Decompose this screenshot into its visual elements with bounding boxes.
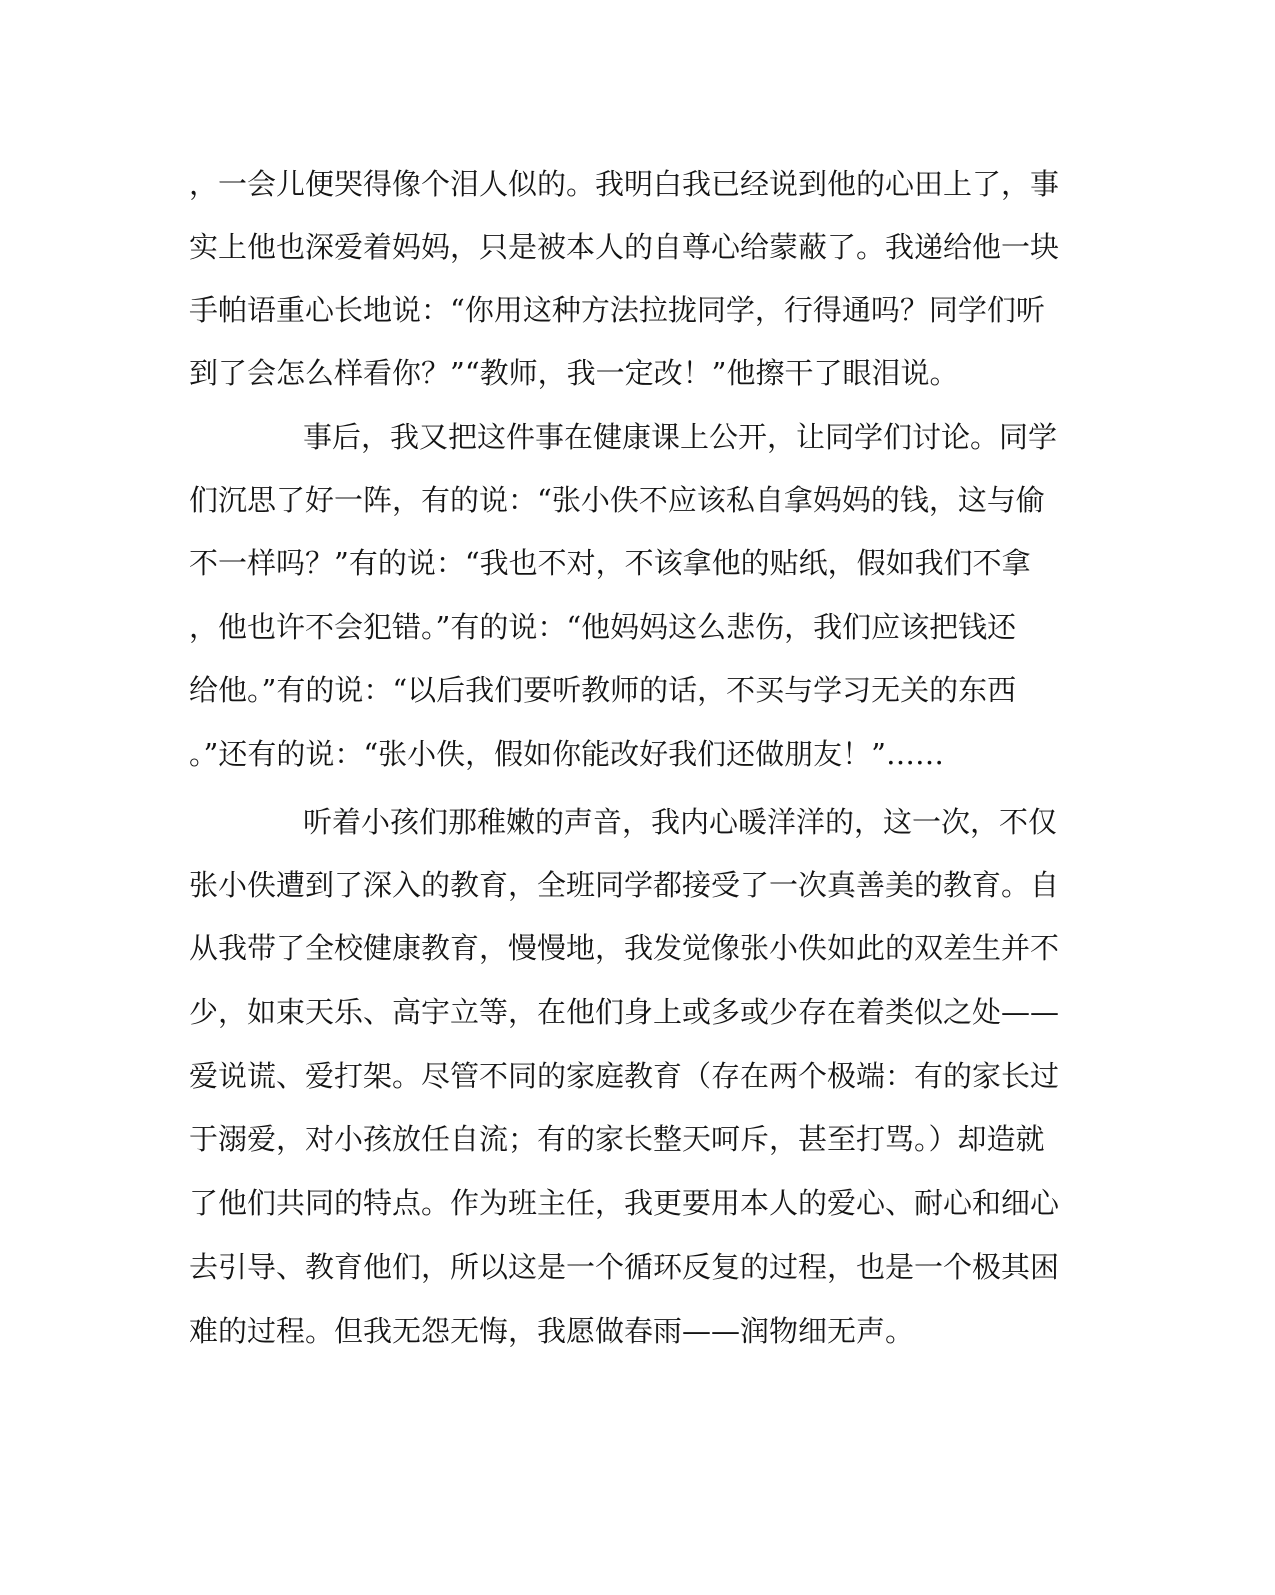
paragraph-first-line: 听着小孩们那稚嫩的声音，我内心暖洋洋的，这一次，不仅 [303, 805, 1058, 839]
paragraph-first-line: 事后，我又把这件事在健康课上公开，让同学们讨论。同学 [303, 420, 1058, 454]
text-line: 难的过程。但我无怨无悔，我愿做春雨——润物细无声。 [189, 1314, 915, 1348]
text-line: 去引导、教育他们，所以这是一个循环反复的过程，也是一个极其困 [189, 1250, 1060, 1284]
text-line: 少，如束天乐、高宇立等，在他们身上或多或少存在着类似之处—— [189, 995, 1060, 1029]
text-line: 手帕语重心长地说：“你用这种方法拉拢同学，行得通吗？同学们听 [189, 293, 1045, 327]
text-line: 于溺爱，对小孩放任自流；有的家长整天呵斥，甚至打骂。）却造就 [189, 1122, 1045, 1156]
text-line: ，一会儿便哭得像个泪人似的。我明白我已经说到他的心田上了，事 [189, 167, 1060, 201]
text-line: 到了会怎么样看你？”“教师，我一定改！”他擦干了眼泪说。 [189, 356, 959, 390]
text-line: 们沉思了好一阵，有的说：“张小佚不应该私自拿妈妈的钱，这与偷 [189, 483, 1045, 517]
text-line: 爱说谎、爱打架。尽管不同的家庭教育（存在两个极端：有的家长过 [189, 1059, 1060, 1093]
text-line: 不一样吗？”有的说：“我也不对，不该拿他的贴纸，假如我们不拿 [189, 546, 1031, 580]
text-line: 张小佚遭到了深入的教育，全班同学都接受了一次真善美的教育。自 [189, 868, 1060, 902]
text-line: 。”还有的说：“张小佚，假如你能改好我们还做朋友！”…… [189, 737, 944, 771]
text-line: 实上他也深爱着妈妈，只是被本人的自尊心给蒙蔽了。我递给他一块 [189, 230, 1060, 264]
text-line: 从我带了全校健康教育，慢慢地，我发觉像张小佚如此的双差生并不 [189, 931, 1060, 965]
text-line: 了他们共同的特点。作为班主任，我更要用本人的爱心、耐心和细心 [189, 1186, 1060, 1220]
text-line: 给他。”有的说：“以后我们要听教师的话，不买与学习无关的东西 [189, 673, 1017, 707]
text-line: ，他也许不会犯错。”有的说：“他妈妈这么悲伤，我们应该把钱还 [189, 610, 1017, 644]
